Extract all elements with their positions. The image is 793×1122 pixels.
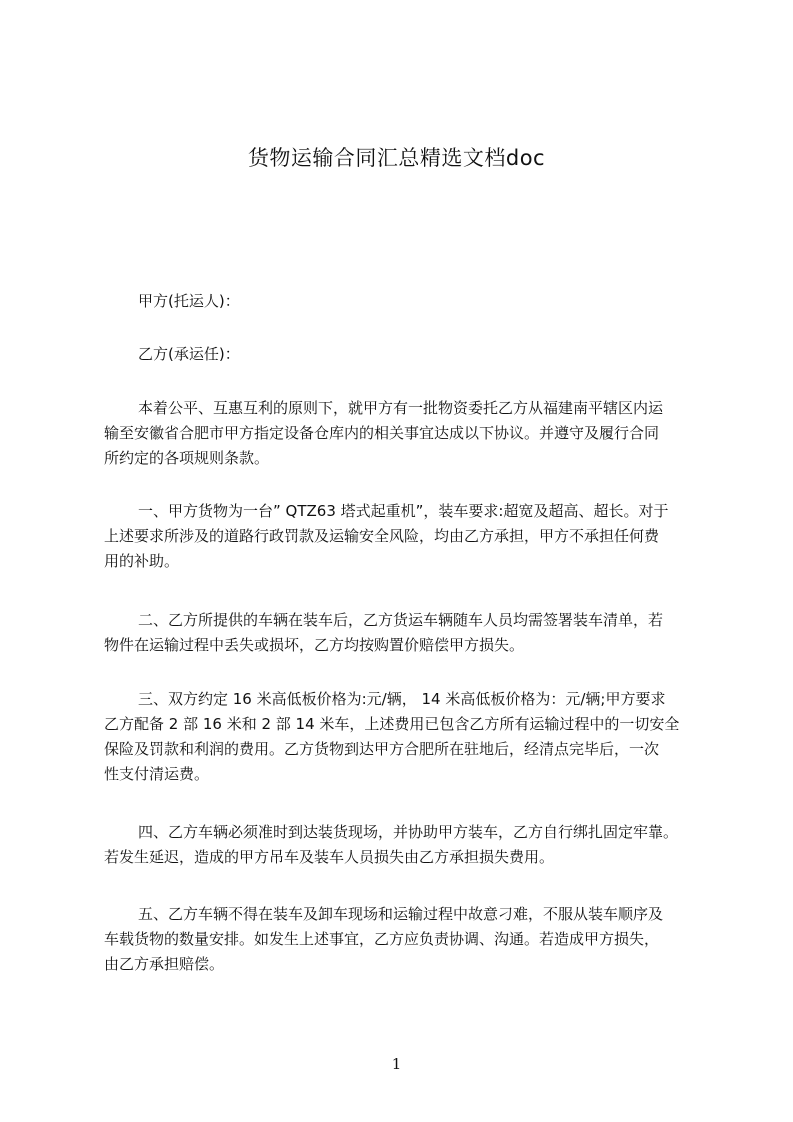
paragraph-line: 保险及罚款和利润的费用。乙方货物到达甲方合肥所在驻地后，经清点完毕后，一次 xyxy=(104,740,660,758)
paragraph-intro xyxy=(104,396,704,471)
paragraph-line: 输至安徽省合肥市甲方指定设备仓库内的相关事宜达成以下协议。并遵守及履行合同 xyxy=(104,424,660,442)
party-a-line xyxy=(104,289,704,314)
paragraph-line: 上述要求所涉及的道路行政罚款及运输安全风险，均由乙方承担，甲方不承担任何费 xyxy=(104,527,660,545)
document-title: 货物运输合同汇总精选文档doc xyxy=(247,146,546,170)
paragraph-line: 五、乙方车辆不得在装车及卸车现场和运输过程中故意刁难，不服从装车顺序及 xyxy=(138,905,664,923)
paragraph-line: 本着公平、互惠互利的原则下，就甲方有一批物资委托乙方从福建南平辖区内运 xyxy=(138,399,664,417)
paragraph-line: 三、双方约定 16 米高低板价格为:元/辆， 14 米高低板价格为：元/辆;甲方要求 xyxy=(138,690,666,708)
party-b-line xyxy=(104,342,704,367)
paragraph-clause-2 xyxy=(104,608,704,658)
paragraph-clause-3 xyxy=(104,687,704,787)
paragraph-clause-5 xyxy=(104,902,704,977)
paragraph-line: 物件在运输过程中丢失或损坏，乙方均按购置价赔偿甲方损失。 xyxy=(104,636,525,654)
paragraph-line: 四、乙方车辆必须准时到达装货现场，并协助甲方装车，乙方自行绑扎固定牢靠。 xyxy=(138,823,679,841)
party-a-text: 甲方(托运人)： xyxy=(138,292,240,310)
paragraph-line: 若发生延迟，造成的甲方吊车及装车人员损失由乙方承担损失费用。 xyxy=(104,848,555,866)
paragraph-line: 一、甲方货物为一台” QTZ63 塔式起重机”，装车要求:超宽及超高、超长。对于 xyxy=(138,502,669,520)
page-number: 1 xyxy=(391,1055,402,1073)
paragraph-line: 二、乙方所提供的车辆在装车后，乙方货运车辆随车人员均需签署装车清单，若 xyxy=(138,611,664,629)
paragraph-line: 乙方配备 2 部 16 米和 2 部 14 米车，上述费用已包含乙方所有运输过程中的一切安全 xyxy=(104,715,680,733)
paragraph-line: 性支付清运费。 xyxy=(104,765,210,783)
paragraph-line: 由乙方承担赔偿。 xyxy=(104,955,225,973)
paragraph-line: 车载货物的数量安排。如发生上述事宜，乙方应负责协调、沟通。若造成甲方损失， xyxy=(104,930,660,948)
paragraph-line: 用的补助。 xyxy=(104,552,180,570)
paragraph-clause-1 xyxy=(104,499,704,574)
party-b-text: 乙方(承运任)： xyxy=(138,345,240,363)
paragraph-clause-4 xyxy=(104,820,704,870)
paragraph-line: 所约定的各项规则条款。 xyxy=(104,449,270,467)
